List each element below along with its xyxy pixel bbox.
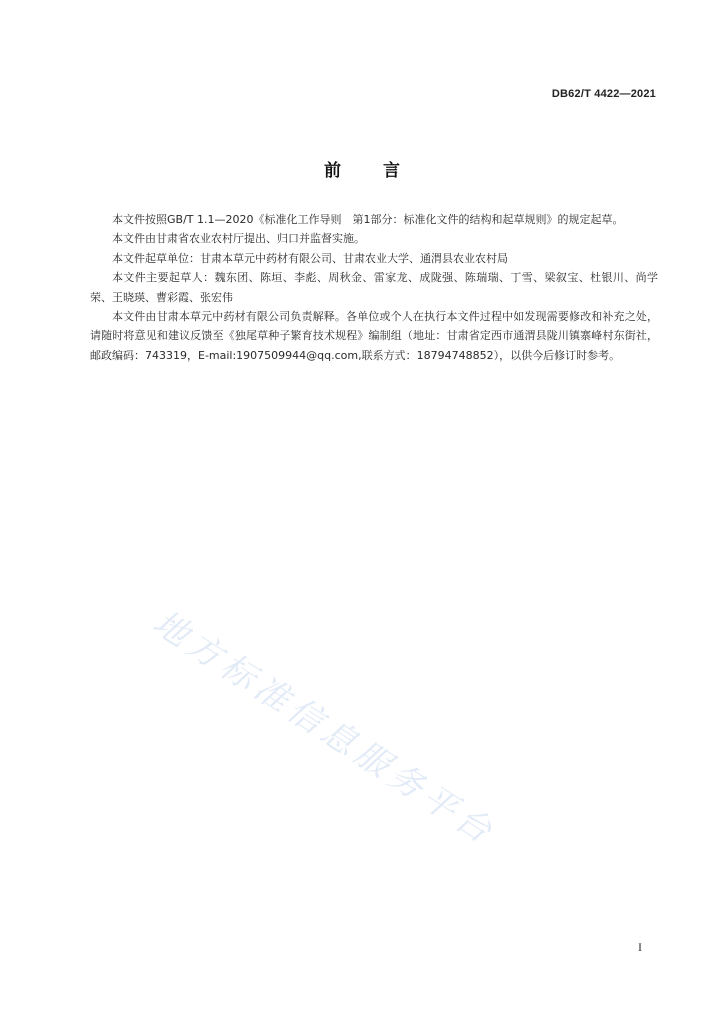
page-title — [0, 156, 724, 181]
paragraph-proposer: 本文件由甘肃省农业农村厅提出、归口并监督实施。 — [112, 232, 365, 246]
title-char-1: 前 — [324, 161, 341, 181]
page-number: I — [638, 940, 642, 954]
watermark: 地方标准信息服务平台 — [145, 602, 504, 855]
paragraph-interpretation: 本文件由甘肃本草元中药材有限公司负责解释。各单位或个人在执行本文件过程中如发现需要修改和补充之处，请随时将意见和建议反馈至《独尾草种子繁育技术规程》编制组（地址：甘肃省定西市通渭县陇川镇寨峰村东街社，邮政编码：743319，E-mail:1907509944@qq.com,联系方式：18794748852），以供今后修订时参考。 — [90, 310, 658, 362]
paragraph-drafting-rules: 本文件按照GB/T 1.1—2020《标准化工作导则 第1部分：标准化文件的结构和起草规则》的规定起草。 — [112, 213, 624, 226]
paragraph-drafters: 本文件主要起草人：魏东团、陈垣、李彪、周秋金、雷家龙、成陇强、陈瑞瑞、丁雪、梁叙宝、杜银川、尚学荣、王晓瑛、曹彩霞、张宏伟 — [90, 271, 658, 304]
title-char-2: 言 — [383, 161, 400, 181]
paragraph-drafting-units: 本文件起草单位：甘肃本草元中药材有限公司、甘肃农业大学、通渭县农业农村局 — [112, 251, 508, 265]
standard-code: DB62/T 4422—2021 — [551, 88, 656, 100]
foreword-body — [90, 210, 658, 365]
